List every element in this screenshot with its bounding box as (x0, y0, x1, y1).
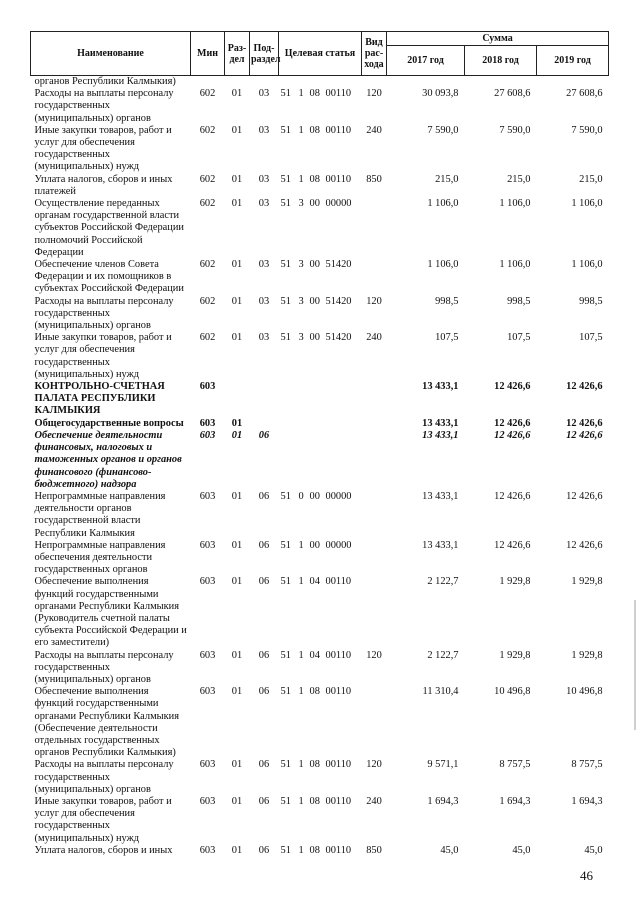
table-row (31, 259, 609, 296)
target-part: 51420 (325, 295, 352, 307)
row-podrazdel: 03 (258, 198, 270, 210)
row-name: Расходы на выплаты персоналу государственных (муниципальных) органов (34, 649, 174, 685)
row-podrazdel: 03 (258, 259, 270, 271)
row-2018: 1 106,0 (499, 259, 531, 271)
row-2018: 1 106,0 (499, 198, 531, 210)
table-row (31, 845, 609, 857)
row-target (279, 430, 362, 491)
row-name: Расходы на выплаты персоналу государственных (муниципальных) органов (34, 88, 174, 124)
table-row (31, 576, 609, 649)
row-razdel: 01 (231, 417, 243, 429)
row-2019: 12 426,6 (566, 490, 603, 502)
row-2017: 2 122,7 (427, 649, 459, 661)
table-row (31, 296, 609, 333)
row-name: Обеспечение членов Совета Федерации и их помощников в субъектах Российской Федерации (34, 259, 184, 295)
target-part: 51 (280, 490, 291, 502)
target-part: 00110 (325, 649, 352, 661)
row-podrazdel: 03 (258, 295, 270, 307)
row-target (279, 796, 362, 845)
row-2017: 9 571,1 (427, 759, 459, 771)
row-2018: 998,5 (507, 295, 531, 307)
table-row (31, 332, 609, 381)
table-row (31, 418, 609, 430)
table-body (31, 76, 609, 858)
row-target (279, 174, 362, 198)
row-podrazdel: 03 (258, 124, 270, 136)
row-2018: 27 608,6 (494, 88, 531, 100)
row-2017 (387, 76, 465, 89)
row-2019: 1 106,0 (571, 259, 603, 271)
row-2019: 1 106,0 (571, 198, 603, 210)
header-name: Наименование (31, 32, 191, 76)
header-podrazdel: Под- раздел (250, 32, 279, 76)
row-target (279, 296, 362, 333)
row-vid: 120 (366, 295, 382, 307)
row-vid (362, 576, 387, 649)
row-2018: 215,0 (507, 173, 531, 185)
row-razdel (225, 76, 250, 89)
row-target (279, 125, 362, 174)
table-row (31, 491, 609, 540)
row-target (279, 418, 362, 430)
row-2019: 1 929,8 (571, 649, 603, 661)
row-min (191, 76, 225, 89)
row-target (279, 332, 362, 381)
row-razdel: 01 (231, 429, 243, 441)
header-razdel: Раз- дел (225, 32, 250, 76)
header-min: Мин (191, 32, 225, 76)
row-min: 603 (199, 844, 216, 856)
target-part: 00110 (325, 88, 352, 100)
target-part: 1 (298, 649, 304, 661)
target-part: 00110 (325, 844, 352, 856)
row-razdel: 01 (231, 576, 243, 588)
row-podrazdel: 06 (258, 795, 270, 807)
row-vid (362, 259, 387, 296)
row-target (279, 88, 362, 125)
row-vid: 240 (366, 795, 382, 807)
row-razdel: 01 (231, 759, 243, 771)
target-part: 1 (298, 795, 304, 807)
row-podrazdel: 06 (258, 844, 270, 856)
row-min: 603 (199, 490, 216, 502)
target-part: 08 (309, 844, 320, 856)
row-min: 602 (199, 259, 216, 271)
row-vid (362, 540, 387, 577)
budget-table (30, 31, 609, 857)
target-part: 08 (309, 88, 320, 100)
row-2017: 13 433,1 (422, 429, 459, 441)
target-part: 51 (280, 198, 291, 210)
target-part: 3 (298, 295, 304, 307)
target-part: 08 (309, 795, 320, 807)
row-2017: 11 310,4 (422, 686, 459, 698)
table-row (31, 88, 609, 125)
header-2019: 2019 год (537, 46, 609, 76)
row-2018: 7 590,0 (499, 124, 531, 136)
row-2017: 7 590,0 (427, 124, 459, 136)
row-2019 (537, 76, 609, 89)
row-razdel: 01 (231, 539, 243, 551)
row-podrazdel: 03 (258, 88, 270, 100)
target-part: 00000 (325, 198, 352, 210)
row-name: органов Республики Калмыкия) (34, 76, 176, 87)
row-vid (362, 76, 387, 89)
row-vid (362, 491, 387, 540)
row-2019: 1 929,8 (571, 576, 603, 588)
target-part: 1 (298, 124, 304, 136)
target-part: 51 (280, 539, 291, 551)
row-2018: 12 426,6 (494, 490, 531, 502)
target-part: 08 (309, 686, 320, 698)
row-2018: 12 426,6 (494, 539, 531, 551)
row-2017: 107,5 (435, 332, 459, 344)
row-podrazdel: 06 (258, 686, 270, 698)
row-2018: 12 426,6 (494, 417, 531, 429)
target-part: 51 (280, 295, 291, 307)
row-razdel: 01 (231, 490, 243, 502)
row-vid (362, 686, 387, 759)
target-part: 04 (309, 576, 320, 588)
row-2019: 215,0 (579, 173, 603, 185)
row-razdel: 01 (231, 259, 243, 271)
target-part: 51 (280, 332, 291, 344)
row-vid: 120 (366, 88, 382, 100)
target-part: 00 (309, 259, 320, 271)
row-vid (362, 198, 387, 259)
table-header (31, 32, 609, 76)
row-podrazdel: 06 (258, 576, 270, 588)
row-name: Обеспечение выполнения функций государственными органами Республики Калмыкия (Обеспечение деятельности отдельных государственных органов Республики Калмыкия) (34, 686, 180, 759)
row-razdel: 01 (231, 795, 243, 807)
target-part: 1 (298, 539, 304, 551)
row-2019: 1 694,3 (571, 795, 603, 807)
row-razdel: 01 (231, 124, 243, 136)
target-part: 08 (309, 124, 320, 136)
row-name: Иные закупки товаров, работ и услуг для обеспечения государственных (муниципальных) нужд (34, 124, 172, 173)
target-part: 51 (280, 795, 291, 807)
row-2017: 30 093,8 (422, 88, 459, 100)
table-row (31, 198, 609, 259)
row-razdel: 01 (231, 649, 243, 661)
row-vid: 850 (366, 844, 382, 856)
row-min: 603 (199, 686, 216, 698)
row-razdel: 01 (231, 173, 243, 185)
row-2019: 8 757,5 (571, 759, 603, 771)
target-part: 51 (280, 124, 291, 136)
row-vid (362, 418, 387, 430)
target-part: 08 (309, 173, 320, 185)
target-part: 51 (280, 844, 291, 856)
target-part: 1 (298, 88, 304, 100)
row-2019: 45,0 (584, 844, 603, 856)
target-part: 00 (309, 295, 320, 307)
row-name: Непрограммные направления обеспечения деятельности государственных органов (34, 539, 166, 576)
target-part: 3 (298, 259, 304, 271)
target-part: 3 (298, 198, 304, 210)
target-part: 51 (280, 649, 291, 661)
row-min: 602 (199, 198, 216, 210)
target-part: 51 (280, 576, 291, 588)
target-part: 51420 (325, 259, 352, 271)
row-razdel: 01 (231, 686, 243, 698)
table-row (31, 125, 609, 174)
header-2018: 2018 год (465, 46, 537, 76)
row-podrazdel: 06 (258, 759, 270, 771)
table-row (31, 540, 609, 577)
row-target (279, 381, 362, 418)
row-razdel: 01 (231, 332, 243, 344)
row-2017: 1 694,3 (427, 795, 459, 807)
row-name: Непрограммные направления деятельности органов государственной власти Республики Калмыкия (34, 490, 166, 539)
row-min: 603 (199, 759, 216, 771)
row-2018: 12 426,6 (494, 429, 531, 441)
row-min: 603 (199, 429, 216, 441)
target-part: 1 (298, 576, 304, 588)
table-row (31, 174, 609, 198)
target-part: 04 (309, 649, 320, 661)
target-part: 51 (280, 759, 291, 771)
row-target (279, 650, 362, 687)
target-part: 00110 (325, 795, 352, 807)
table-row (31, 796, 609, 845)
row-2019: 107,5 (579, 332, 603, 344)
row-name: Уплата налогов, сборов и иных (34, 844, 173, 856)
row-name: Обеспечение выполнения функций государственными органами Республики Калмыкия (Руководитель счетной палаты субъекта Российской Федерации и его заместители) (34, 576, 187, 649)
row-2017: 2 122,7 (427, 576, 459, 588)
row-2018: 1 929,8 (499, 649, 531, 661)
target-part: 00110 (325, 173, 352, 185)
header-2017: 2017 год (387, 46, 465, 76)
row-min: 602 (199, 332, 216, 344)
row-2019: 12 426,6 (566, 539, 603, 551)
target-part: 00 (309, 198, 320, 210)
row-vid: 240 (366, 332, 382, 344)
row-target (279, 540, 362, 577)
table-row (31, 759, 609, 796)
target-part: 1 (298, 844, 304, 856)
row-target (279, 576, 362, 649)
row-podrazdel: 03 (258, 173, 270, 185)
row-2017: 13 433,1 (422, 539, 459, 551)
row-2018: 10 496,8 (494, 686, 531, 698)
target-part: 00 (309, 490, 320, 502)
target-part: 00000 (325, 539, 352, 551)
target-part: 51 (280, 259, 291, 271)
row-name: Общегосударственные вопросы (34, 417, 184, 429)
row-2019: 12 426,6 (566, 429, 603, 441)
row-vid: 120 (366, 759, 382, 771)
page-number: 46 (580, 868, 593, 883)
target-part: 1 (298, 173, 304, 185)
target-part: 51 (280, 88, 291, 100)
target-part: 51420 (325, 332, 352, 344)
target-part: 1 (298, 759, 304, 771)
row-2018: 12 426,6 (494, 381, 531, 393)
row-2019: 7 590,0 (571, 124, 603, 136)
row-2018: 1 929,8 (499, 576, 531, 588)
row-min: 603 (199, 539, 216, 551)
row-min: 602 (199, 88, 216, 100)
row-name: Уплата налогов, сборов и иных платежей (34, 173, 173, 197)
row-podrazdel (250, 381, 279, 418)
row-vid: 240 (366, 124, 382, 136)
row-2019: 12 426,6 (566, 417, 603, 429)
target-part: 0 (298, 490, 304, 502)
row-min: 603 (199, 649, 216, 661)
target-part: 1 (298, 686, 304, 698)
row-min: 602 (199, 295, 216, 307)
row-target (279, 259, 362, 296)
target-part: 00110 (325, 759, 352, 771)
table-row (31, 76, 609, 89)
row-vid (362, 430, 387, 491)
target-part: 00110 (325, 686, 352, 698)
target-part: 51 (280, 686, 291, 698)
row-razdel (225, 381, 250, 418)
row-name: КОНТРОЛЬНО-СЧЕТНАЯ ПАЛАТА РЕСПУБЛИКИ КАЛМЫКИЯ (34, 381, 165, 417)
row-min: 603 (199, 576, 216, 588)
row-2018 (465, 76, 537, 89)
row-2018: 8 757,5 (499, 759, 531, 771)
row-vid: 120 (366, 649, 382, 661)
row-podrazdel: 03 (258, 332, 270, 344)
row-target (279, 845, 362, 857)
table-row (31, 686, 609, 759)
row-name: Обеспечение деятельности финансовых, налоговых и таможенных органов и органов финансового (финансово-бюджетного) надзора (34, 429, 182, 490)
row-name: Расходы на выплаты персоналу государственных (муниципальных) органов (34, 759, 174, 795)
row-2017: 1 106,0 (427, 198, 459, 210)
row-2017: 13 433,1 (422, 417, 459, 429)
row-2017: 45,0 (440, 844, 459, 856)
row-target (279, 76, 362, 89)
row-target (279, 198, 362, 259)
target-part: 00 (309, 539, 320, 551)
row-2017: 1 106,0 (427, 259, 459, 271)
row-name: Осуществление переданных органам государственной власти субъектов Российской Федерации полномочий Российской Федерации (34, 198, 184, 258)
row-min: 603 (199, 381, 216, 393)
table-row (31, 430, 609, 491)
row-podrazdel (250, 76, 279, 89)
target-part: 00110 (325, 576, 352, 588)
row-name: Иные закупки товаров, работ и услуг для обеспечения государственных (муниципальных) нужд (34, 332, 172, 380)
table-row (31, 650, 609, 687)
row-2017: 13 433,1 (422, 490, 459, 502)
target-part: 00 (309, 332, 320, 344)
scan-edge-mark (634, 600, 636, 730)
table-row (31, 381, 609, 418)
row-2018: 45,0 (512, 844, 531, 856)
row-2019: 12 426,6 (566, 381, 603, 393)
row-podrazdel: 06 (258, 490, 270, 502)
row-2019: 27 608,6 (566, 88, 603, 100)
target-part: 00000 (325, 490, 352, 502)
row-podrazdel: 06 (258, 649, 270, 661)
target-part: 00110 (325, 124, 352, 136)
row-vid: 850 (366, 173, 382, 185)
row-razdel: 01 (231, 198, 243, 210)
row-2019: 10 496,8 (566, 686, 603, 698)
header-vid: Вид рас- хода (362, 32, 387, 76)
row-podrazdel: 06 (258, 429, 270, 441)
target-part: 51 (280, 173, 291, 185)
row-min: 602 (199, 124, 216, 136)
row-name: Иные закупки товаров, работ и услуг для обеспечения государственных (муниципальных) нужд (34, 795, 172, 844)
row-2018: 1 694,3 (499, 795, 531, 807)
row-2018: 107,5 (507, 332, 531, 344)
row-podrazdel (250, 418, 279, 430)
header-target: Целевая статья (279, 32, 362, 76)
row-2019: 998,5 (579, 295, 603, 307)
target-part: 3 (298, 332, 304, 344)
row-podrazdel: 06 (258, 539, 270, 551)
row-2017: 998,5 (435, 295, 459, 307)
row-target (279, 759, 362, 796)
row-min: 602 (199, 173, 216, 185)
row-min: 603 (199, 795, 216, 807)
row-vid (362, 381, 387, 418)
row-min: 603 (199, 417, 216, 429)
row-name: Расходы на выплаты персоналу государственных (муниципальных) органов (34, 295, 174, 332)
row-target (279, 491, 362, 540)
row-razdel: 01 (231, 295, 243, 307)
row-razdel: 01 (231, 844, 243, 856)
row-2017: 13 433,1 (422, 381, 459, 393)
row-target (279, 686, 362, 759)
row-2017: 215,0 (435, 173, 459, 185)
target-part: 08 (309, 759, 320, 771)
row-razdel: 01 (231, 88, 243, 100)
header-sum: Сумма (387, 32, 609, 46)
